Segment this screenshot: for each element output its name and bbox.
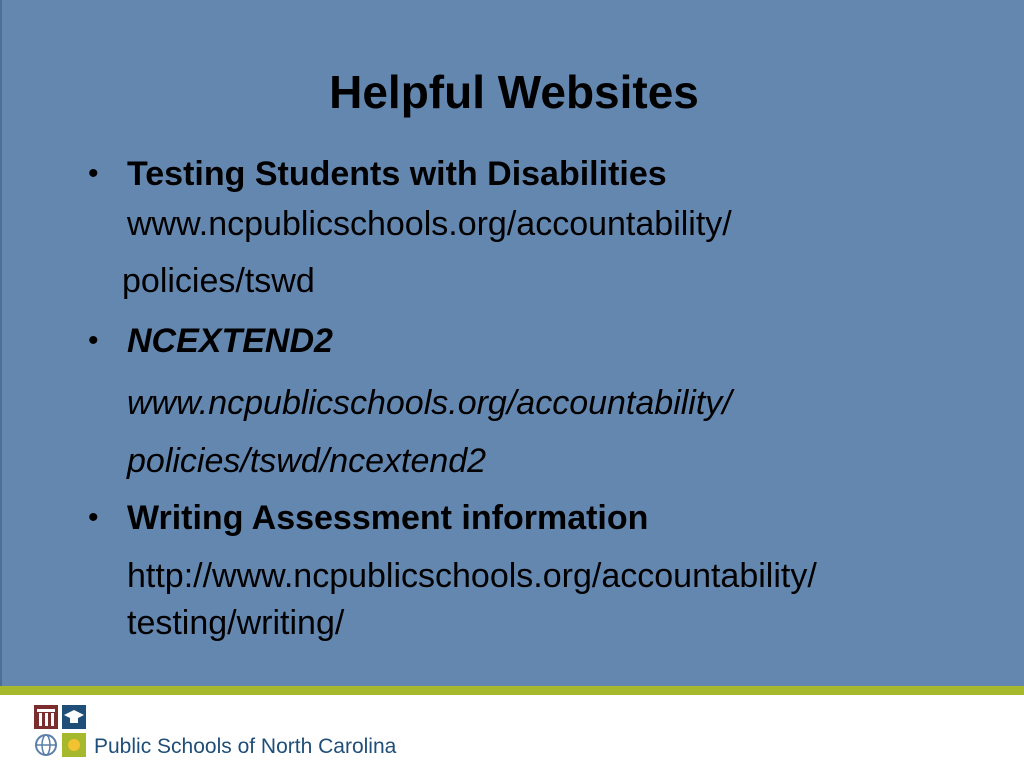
bullet-url-line2-testing-students: policies/tswd xyxy=(122,262,315,300)
footer-org-name: Public Schools of North Carolina xyxy=(94,735,397,758)
slide-title: Helpful Websites xyxy=(329,66,699,118)
bullet-heading-writing-assessment: Writing Assessment information xyxy=(127,499,649,537)
accent-divider-bar xyxy=(0,686,1024,695)
footer xyxy=(0,695,1024,768)
bullet-url-line1-testing-students: www.ncpublicschools.org/accountability/ xyxy=(127,205,732,243)
bullet-heading-testing-students: Testing Students with Disabilities xyxy=(127,155,667,193)
bullet-url-line1-writing-assessment: http://www.ncpublicschools.org/accountability/ xyxy=(127,557,817,595)
bullet-heading-ncextend2: NCEXTEND2 xyxy=(127,322,333,360)
bullet-dot-2: • xyxy=(88,324,99,357)
bullet-dot-1: • xyxy=(88,157,99,190)
bullet-url-line1-ncextend2: www.ncpublicschools.org/accountability/ xyxy=(127,384,732,422)
bullet-dot-3: • xyxy=(88,501,99,534)
bullet-url-line2-writing-assessment: testing/writing/ xyxy=(127,604,345,642)
bullet-url-line2-ncextend2: policies/tswd/ncextend2 xyxy=(127,442,487,480)
ncdpi-logo-icon xyxy=(34,705,88,759)
